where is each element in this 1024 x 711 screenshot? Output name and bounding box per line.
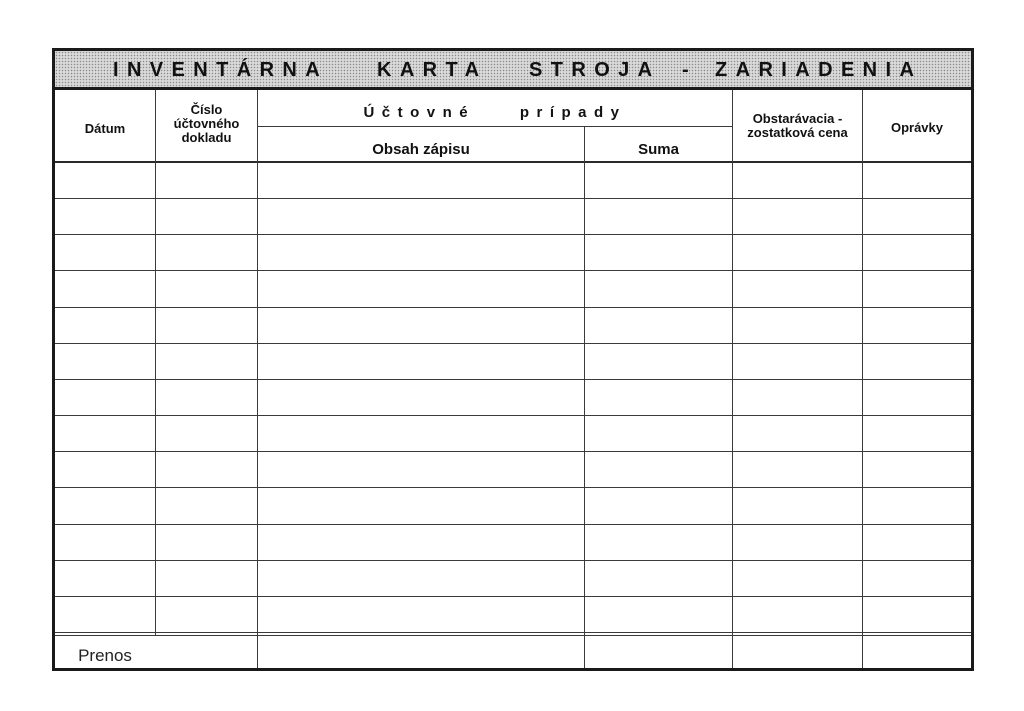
header-obsah-zapisu: Obsah zápisu [372, 141, 470, 158]
header-obstaravacia-line1: Obstarávacia - [752, 111, 843, 126]
header-obstaravacia-line2: zostatková cena [747, 125, 848, 140]
inventory-card-form [52, 48, 974, 671]
entry-row-line [55, 198, 971, 199]
header-subdivider [258, 126, 732, 127]
column-divider-obsah [584, 127, 585, 668]
entry-row-line [55, 415, 971, 416]
prenos-separator-top [55, 632, 971, 633]
entry-row-line [55, 270, 971, 271]
entry-row-line [55, 234, 971, 235]
prenos-label: Prenos [78, 646, 132, 665]
entry-row-line [55, 487, 971, 488]
entry-row-line [55, 307, 971, 308]
column-divider-datum [155, 90, 156, 636]
header-uctovne-word2: prípady [519, 104, 627, 121]
header-cislo-dokladu [156, 103, 257, 145]
header-datum: Dátum [84, 121, 126, 136]
header-uctovne-word1: Účtovné [363, 104, 476, 121]
entry-row-line [55, 343, 971, 344]
entry-row-line [55, 524, 971, 525]
title-band [55, 51, 971, 90]
entry-row-line [55, 596, 971, 597]
title-word-dash: - [682, 59, 698, 81]
header-cislo-line2: účtovného [173, 116, 240, 131]
header-suma: Suma [638, 141, 679, 158]
header-cislo-line1: Číslo [190, 102, 223, 117]
title-word-zariadenia: ZARIADENIA [715, 59, 923, 81]
entry-row-line [55, 560, 971, 561]
entry-row-line [55, 379, 971, 380]
title-word-inventarna: INVENTÁRNA [113, 59, 329, 81]
header-cislo-line3: dokladu [181, 130, 232, 145]
header-opravky: Oprávky [890, 120, 944, 135]
title-word-karta: KARTA [377, 59, 488, 81]
header-obstaravacia-cena [733, 112, 862, 140]
prenos-separator-bottom [55, 635, 971, 636]
header-bottom-rule [55, 161, 971, 163]
title-word-stroja: STROJA [529, 59, 661, 81]
entry-row-line [55, 451, 971, 452]
header-uctovne-pripady [258, 106, 732, 120]
